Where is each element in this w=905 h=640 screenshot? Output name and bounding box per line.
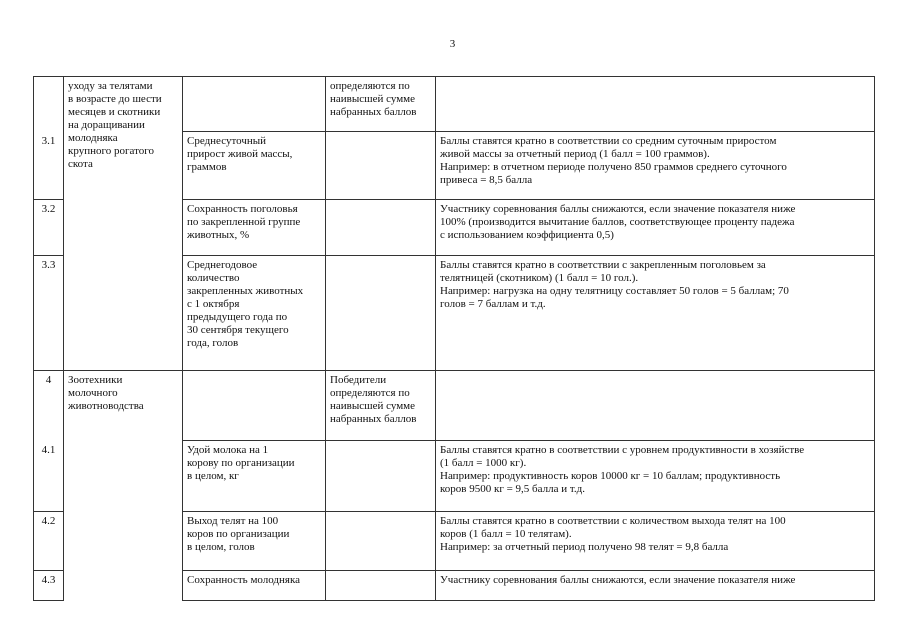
cell-text-line: Удой молока на 1 bbox=[187, 444, 269, 456]
cell-text-line: на доращивании bbox=[68, 119, 145, 131]
cell-text-line: коров (1 балл = 10 телятам). bbox=[440, 528, 572, 540]
cell-text-line: Победители bbox=[330, 374, 387, 386]
criteria-table bbox=[33, 76, 875, 601]
cell-text-line: уходу за телятами bbox=[68, 80, 153, 92]
rule-cell bbox=[326, 371, 436, 441]
cell-text-line: в возрасте до шести bbox=[68, 93, 162, 105]
row-number-cell: 3.2 bbox=[34, 200, 64, 256]
row-number-cell: 3.1 bbox=[34, 132, 64, 200]
rule-cell bbox=[326, 571, 436, 601]
cell-text-line: живой массы за отчетный период (1 балл = 100 граммов). bbox=[440, 148, 710, 160]
method-cell bbox=[436, 256, 875, 371]
cell-text-line: закрепленных животных bbox=[187, 285, 304, 297]
cell-text-line: с 1 октября bbox=[187, 298, 240, 310]
method-cell bbox=[436, 200, 875, 256]
cell-text-line: Сохранность поголовья bbox=[187, 203, 298, 215]
table-row bbox=[34, 77, 875, 132]
method-cell bbox=[436, 571, 875, 601]
cell-text-line: Участнику соревнования баллы снижаются, если значение показателя ниже bbox=[440, 203, 796, 215]
cell-text-line: определяются по bbox=[330, 80, 410, 92]
cell-text-line: голов = 7 баллам и т.д. bbox=[440, 298, 546, 310]
row-number-cell: 4 bbox=[34, 371, 64, 441]
cell-text-line: 100% (производится вычитание баллов, соответствующее проценту падежа bbox=[440, 216, 795, 228]
cell-text-line: Например: за отчетный период получено 98 телят = 9,8 балла bbox=[440, 541, 729, 553]
cell-text-line: Среднегодовое bbox=[187, 259, 258, 271]
row-number-cell: 4.2 bbox=[34, 512, 64, 571]
row-number-cell: 3.3 bbox=[34, 256, 64, 371]
cell-text-line: Баллы ставятся кратно в соответствии с уровнем продуктивности в хозяйстве bbox=[440, 444, 805, 456]
cell-text-line: (1 балл = 1000 кг). bbox=[440, 457, 527, 469]
cell-text-line: граммов bbox=[187, 161, 227, 173]
cell-text-line: привеса = 8,5 балла bbox=[440, 174, 533, 186]
method-cell bbox=[436, 371, 875, 441]
method-cell bbox=[436, 132, 875, 200]
cell-text-line: по закрепленной группе bbox=[187, 216, 301, 228]
method-cell bbox=[436, 441, 875, 512]
cell-text-line: Зоотехники bbox=[68, 374, 123, 386]
cell-text-line: предыдущего года по bbox=[187, 311, 288, 323]
indicator-cell bbox=[183, 571, 326, 601]
rule-cell bbox=[326, 200, 436, 256]
cell-text-line: набранных баллов bbox=[330, 106, 417, 118]
cell-text-line: Баллы ставятся кратно в соответствии с количеством выхода телят на 100 bbox=[440, 515, 786, 527]
cell-text-line: 30 сентября текущего bbox=[187, 324, 289, 336]
nomination-cell bbox=[64, 371, 183, 601]
rule-cell bbox=[326, 441, 436, 512]
cell-text-line: наивысшей сумме bbox=[330, 400, 416, 412]
cell-text-line: Баллы ставятся кратно в соответствии с закрепленным поголовьем за bbox=[440, 259, 766, 271]
table-row bbox=[34, 371, 875, 441]
indicator-cell bbox=[183, 441, 326, 512]
nomination-cell bbox=[64, 77, 183, 371]
page-number: 3 bbox=[449, 38, 456, 50]
row-number-cell: 4.1 bbox=[34, 441, 64, 512]
cell-text-line: Например: в отчетном периоде получено 850 граммов среднего суточного bbox=[440, 161, 787, 173]
cell-text-line: в целом, голов bbox=[187, 541, 255, 553]
cell-text-line: определяются по bbox=[330, 387, 410, 399]
rule-cell bbox=[326, 132, 436, 200]
cell-text-line: Среднесуточный bbox=[187, 135, 267, 147]
cell-text-line: Например: продуктивность коров 10000 кг = 10 баллам; продуктивность bbox=[440, 470, 781, 482]
cell-text-line: коров 9500 кг = 9,5 балла и т.д. bbox=[440, 483, 585, 495]
cell-text-line: животноводства bbox=[68, 400, 144, 412]
cell-text-line: набранных баллов bbox=[330, 413, 417, 425]
indicator-cell bbox=[183, 200, 326, 256]
cell-text-line: молочного bbox=[68, 387, 118, 399]
rule-cell bbox=[326, 256, 436, 371]
cell-text-line: месяцев и скотники bbox=[68, 106, 161, 118]
cell-text-line: молодняка bbox=[68, 132, 118, 144]
cell-text-line: скота bbox=[68, 158, 93, 170]
indicator-cell bbox=[183, 512, 326, 571]
cell-text-line: прирост живой массы, bbox=[187, 148, 293, 160]
cell-text-line: Баллы ставятся кратно в соответствии со средним суточным приростом bbox=[440, 135, 777, 147]
cell-text-line: животных, % bbox=[187, 229, 250, 241]
indicator-cell bbox=[183, 371, 326, 441]
rule-cell bbox=[326, 512, 436, 571]
cell-text-line: коров по организации bbox=[187, 528, 290, 540]
rule-cell bbox=[326, 77, 436, 132]
cell-text-line: крупного рогатого bbox=[68, 145, 154, 157]
cell-text-line: Выход телят на 100 bbox=[187, 515, 279, 527]
cell-text-line: корову по организации bbox=[187, 457, 295, 469]
cell-text-line: количество bbox=[187, 272, 240, 284]
cell-text-line: в целом, кг bbox=[187, 470, 239, 482]
row-number-cell bbox=[34, 77, 64, 132]
cell-text-line: с использованием коэффициента 0,5) bbox=[440, 229, 614, 241]
cell-text-line: Участнику соревнования баллы снижаются, если значение показателя ниже bbox=[440, 574, 796, 586]
cell-text-line: телятницей (скотником) (1 балл = 10 гол.). bbox=[440, 272, 639, 284]
indicator-cell bbox=[183, 77, 326, 132]
cell-text-line: года, голов bbox=[187, 337, 239, 349]
method-cell bbox=[436, 77, 875, 132]
cell-text-line: наивысшей сумме bbox=[330, 93, 416, 105]
method-cell bbox=[436, 512, 875, 571]
indicator-cell bbox=[183, 132, 326, 200]
row-number-cell: 4.3 bbox=[34, 571, 64, 601]
cell-text-line: Например: нагрузка на одну телятницу составляет 50 голов = 5 баллам; 70 bbox=[440, 285, 789, 297]
cell-text-line: Сохранность молодняка bbox=[187, 574, 301, 586]
indicator-cell bbox=[183, 256, 326, 371]
